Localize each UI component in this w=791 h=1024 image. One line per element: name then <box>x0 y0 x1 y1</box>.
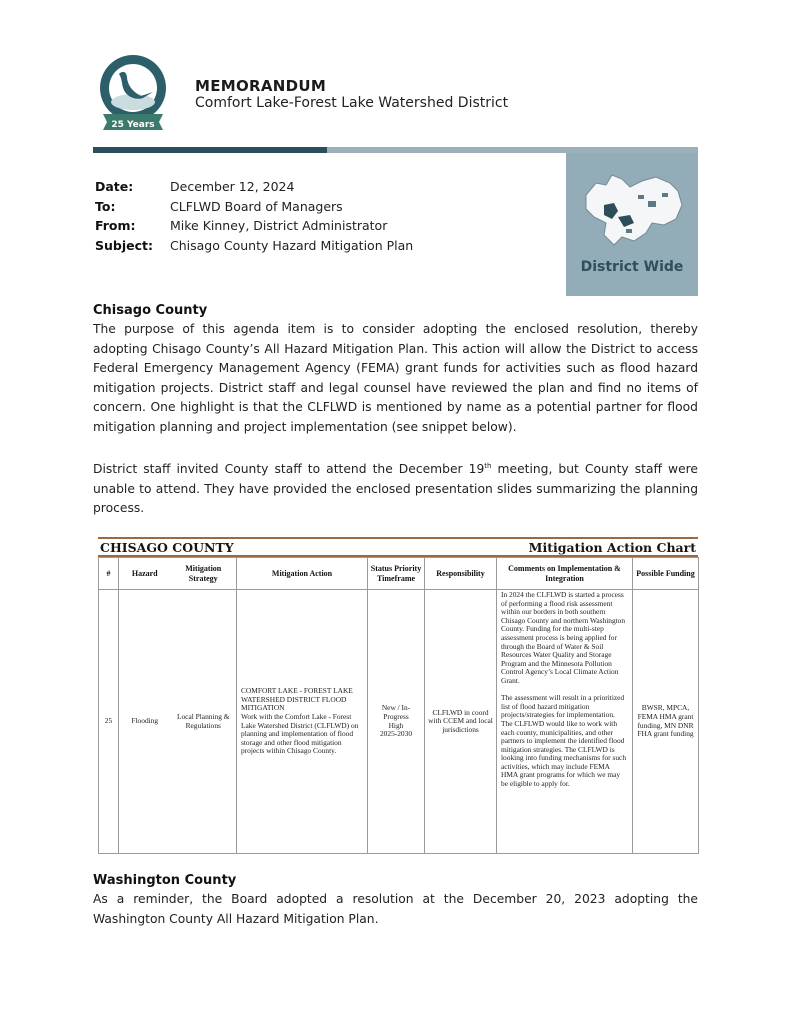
header-rule-dark <box>93 147 327 153</box>
cell-hazard: Flooding <box>119 590 171 854</box>
memo-fields <box>95 177 413 255</box>
ordinal-suffix: th <box>484 462 492 470</box>
cell-num: 25 <box>99 590 119 854</box>
chart-title: Mitigation Action Chart <box>528 540 696 555</box>
field-label: From: <box>95 218 136 234</box>
col-responsibility: Responsibility <box>425 558 497 590</box>
col-hazard: Hazard <box>119 558 171 590</box>
mitigation-action-chart <box>98 537 698 854</box>
memo-field-from <box>95 216 413 236</box>
memo-field-date <box>95 177 413 197</box>
memo-field-subject <box>95 236 413 256</box>
table-row <box>99 590 699 854</box>
field-value: Chisago County Hazard Mitigation Plan <box>170 237 414 253</box>
washington-paragraph: As a reminder, the Board adopted a resolution at the December 20, 2023 adopting the Washington County All Hazard Mitigation Plan. <box>93 892 698 926</box>
cell-status <box>368 590 425 854</box>
svg-text:25 Years: 25 Years <box>111 120 155 130</box>
memo-title: MEMORANDUM <box>195 77 327 95</box>
field-label: Date: <box>95 179 134 195</box>
chart-county: CHISAGO COUNTY <box>100 540 234 555</box>
text-run: District staff invited County staff to attend the December 19 <box>93 462 485 477</box>
district-wide-badge <box>566 153 698 296</box>
priority-value: High <box>388 720 404 730</box>
field-value: Mike Kinney, District Administrator <box>170 218 388 234</box>
text-run: meeting, but County staff were unable to attend. They have provided the enclosed presentation slides summarizing the planning process. <box>93 462 699 516</box>
chisago-paragraph-2 <box>93 457 698 519</box>
chisago-paragraph-1: The purpose of this agenda item is to consider adopting the enclosed resolution, thereby adopting Chisago County’s All Hazard Mitigation Plan. This action will allow the District to access Federal Emergency Management Agency (FEMA) grant funds for activities such as flood hazard mitigation projects. District staff and legal counsel have reviewed the plan and find no items of concern. One highlight is that the CLFLWD is mentioned by name as a potential partner for flood mitigation planning and project implementation (see snippet below). <box>93 322 698 434</box>
cell-strategy: Local Planning & Regulations <box>171 590 237 854</box>
cell-funding: BWSR, MPCA, FEMA HMA grant funding, MN DNR FHA grant funding <box>633 590 699 854</box>
field-value: CLFLWD Board of Managers <box>170 198 343 214</box>
comments-paragraph-1: In 2024 the CLFLWD is started a process of performing a flood risk assessment within our borders in both southern Chisago County and northern Washington County. Funding for the multi-step assessment process is being applied for through the Board of Water & Soil Resources Water Quality and Storage Program and the Minnesota Pollution Control Agency’s Local Climate Action Grant. <box>501 590 626 685</box>
cell-action <box>237 590 368 854</box>
field-label: Subject: <box>95 237 153 253</box>
memo-field-to <box>95 197 413 217</box>
status-value: New / In-Progress <box>381 703 411 721</box>
col-status: Status Priority Timeframe <box>368 558 425 590</box>
heron-logo-icon <box>97 52 169 138</box>
timeframe-value: 2025-2030 <box>379 729 413 739</box>
cell-responsibility: CLFLWD in coord with CCEM and local jurisdictions <box>425 590 497 854</box>
col-comments: Comments on Implementation & Integration <box>497 558 633 590</box>
chisago-section-title: Chisago County <box>93 303 208 318</box>
organization-name: Comfort Lake-Forest Lake Watershed District <box>195 95 509 111</box>
chart-header <box>98 539 698 557</box>
mitigation-table <box>98 557 699 854</box>
cell-comments <box>497 590 633 854</box>
table-header-row <box>99 558 699 590</box>
district-logo <box>97 52 169 138</box>
field-value: December 12, 2024 <box>170 179 295 195</box>
col-action: Mitigation Action <box>237 558 368 590</box>
district-map-icon <box>578 165 688 255</box>
district-wide-label: District Wide <box>580 259 684 275</box>
washington-section-title: Washington County <box>93 873 237 888</box>
field-label: To: <box>95 198 116 214</box>
col-strategy: Mitigation Strategy <box>171 558 237 590</box>
col-num: # <box>99 558 119 590</box>
col-funding: Possible Funding <box>633 558 699 590</box>
comments-paragraph-2: The assessment will result in a prioritized list of flood hazard mitigation projects/strategies for implementation. The CLFLWD would like to work with each county, municipalities, and other partners to implement the identified flood mitigation strategies. The CLFLWD is looking into funding mechanisms for such activities, which may include FEMA HMA grant programs for which we may be eligible to apply for. <box>501 693 627 789</box>
action-title: COMFORT LAKE - FOREST LAKE WATERSHED DISTRICT FLOOD MITIGATION <box>241 686 353 713</box>
action-body: Work with the Comfort Lake - Forest Lake Watershed District (CLFLWD) on planning and implementation of flood storage and other flood mitigation projects within Chisago County. <box>241 711 359 756</box>
